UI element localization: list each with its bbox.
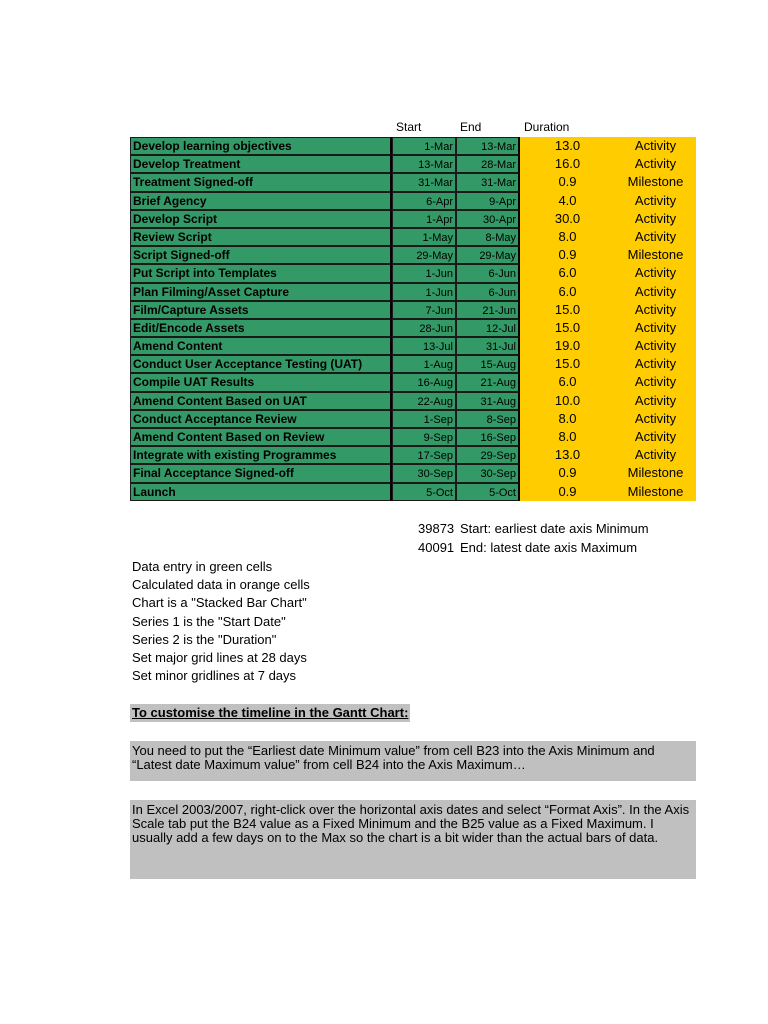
end-date-cell[interactable]: 21-Jun [456, 301, 520, 319]
task-cell[interactable]: Script Signed-off [130, 246, 392, 264]
end-date-cell[interactable]: 16-Sep [456, 428, 520, 446]
table-row [130, 428, 696, 446]
start-date-cell[interactable]: 1-Apr [392, 210, 456, 228]
duration-cell[interactable]: 6.0 [520, 373, 615, 391]
start-date-cell[interactable]: 28-Jun [392, 319, 456, 337]
table-row [130, 392, 696, 410]
end-date-cell[interactable]: 28-Mar [456, 155, 520, 173]
type-cell[interactable]: Activity [615, 228, 696, 246]
duration-cell[interactable]: 19.0 [520, 337, 615, 355]
task-cell[interactable]: Final Acceptance Signed-off [130, 464, 392, 482]
end-date-cell[interactable]: 5-Oct [456, 483, 520, 501]
start-date-cell[interactable]: 6-Apr [392, 192, 456, 210]
task-cell[interactable]: Conduct User Acceptance Testing (UAT) [130, 355, 392, 373]
table-row [130, 137, 696, 155]
duration-cell[interactable]: 13.0 [520, 446, 615, 464]
task-cell[interactable]: Plan Filming/Asset Capture [130, 283, 392, 301]
end-date-cell[interactable]: 15-Aug [456, 355, 520, 373]
end-date-cell[interactable]: 29-Sep [456, 446, 520, 464]
instruction-line: Data entry in green cells [132, 559, 273, 574]
duration-cell[interactable]: 16.0 [520, 155, 615, 173]
header-end: End [460, 120, 482, 134]
task-cell[interactable]: Amend Content Based on UAT [130, 392, 392, 410]
start-date-cell[interactable]: 5-Oct [392, 483, 456, 501]
table-row [130, 446, 696, 464]
task-cell[interactable]: Integrate with existing Programmes [130, 446, 392, 464]
table-row [130, 337, 696, 355]
type-cell[interactable]: Activity [615, 264, 696, 282]
task-cell[interactable]: Review Script [130, 228, 392, 246]
end-date-cell[interactable]: 31-Mar [456, 173, 520, 191]
start-date-cell[interactable]: 16-Aug [392, 373, 456, 391]
type-cell[interactable]: Activity [615, 446, 696, 464]
type-cell[interactable]: Activity [615, 155, 696, 173]
type-cell[interactable]: Activity [615, 283, 696, 301]
start-date-cell[interactable]: 13-Mar [392, 155, 456, 173]
duration-cell[interactable]: 30.0 [520, 210, 615, 228]
instruction-line: Series 2 is the "Duration" [132, 631, 277, 647]
type-cell[interactable]: Activity [615, 373, 696, 391]
start-date-cell[interactable]: 29-May [392, 246, 456, 264]
task-cell[interactable]: Develop Treatment [130, 155, 392, 173]
duration-cell[interactable]: 8.0 [520, 228, 615, 246]
axis-max-value: 40091 [418, 540, 455, 555]
type-cell[interactable]: Milestone [615, 464, 696, 482]
type-cell[interactable]: Activity [615, 392, 696, 410]
axis-min-value: 39873 [418, 521, 455, 536]
table-row [130, 264, 696, 282]
start-date-cell[interactable]: 22-Aug [392, 392, 456, 410]
end-date-cell[interactable]: 31-Jul [456, 337, 520, 355]
duration-cell[interactable]: 15.0 [520, 319, 615, 337]
start-date-cell[interactable]: 1-Aug [392, 355, 456, 373]
duration-cell[interactable]: 8.0 [520, 410, 615, 428]
table-row [130, 355, 696, 373]
excel-instruction-box: In Excel 2003/2007, right-click over the horizontal axis dates and select “Format Axis”. In the Axis Scale tab put the B24 value as a Fixed Minimum and the B25 value as a Fixed Maximum. I usually add a few days on to the Max so the chart is a bit wider than the actual bars of data. [130, 800, 696, 879]
start-date-cell[interactable]: 1-Mar [392, 137, 456, 155]
duration-cell[interactable]: 6.0 [520, 264, 615, 282]
instruction-line: Chart is a "Stacked Bar Chart" [132, 595, 307, 611]
type-cell[interactable]: Activity [615, 410, 696, 428]
start-date-cell[interactable]: 1-Jun [392, 283, 456, 301]
end-date-cell[interactable]: 6-Jun [456, 283, 520, 301]
duration-cell[interactable]: 0.9 [520, 173, 615, 191]
duration-cell[interactable]: 15.0 [520, 301, 615, 319]
instruction-line: Series 1 is the "Start Date" [132, 613, 286, 629]
table-row [130, 373, 696, 391]
type-cell[interactable]: Activity [615, 428, 696, 446]
table-row [130, 228, 696, 246]
end-date-cell[interactable]: 29-May [456, 246, 520, 264]
end-date-cell[interactable]: 21-Aug [456, 373, 520, 391]
task-table [130, 137, 696, 501]
start-date-cell[interactable]: 1-Jun [392, 264, 456, 282]
table-row [130, 173, 696, 191]
table-row [130, 483, 696, 501]
axis-instruction-box: You need to put the “Earliest date Minimum value” from cell B23 into the Axis Minimum and “Latest date Maximum value” from cell B24 into the Axis Maximum… [130, 741, 696, 781]
type-cell[interactable]: Milestone [615, 246, 696, 264]
task-cell[interactable]: Amend Content [130, 337, 392, 355]
start-date-cell[interactable]: 9-Sep [392, 428, 456, 446]
task-cell[interactable]: Develop learning objectives [130, 137, 392, 155]
table-row [130, 319, 696, 337]
end-date-cell[interactable]: 9-Apr [456, 192, 520, 210]
table-row [130, 301, 696, 319]
duration-cell[interactable]: 0.9 [520, 464, 615, 482]
task-cell[interactable]: Treatment Signed-off [130, 173, 392, 191]
instruction-line: Set major grid lines at 28 days [132, 650, 307, 666]
duration-cell[interactable]: 13.0 [520, 137, 615, 155]
end-date-cell[interactable]: 13-Mar [456, 137, 520, 155]
table-row [130, 210, 696, 228]
task-cell[interactable]: Develop Script [130, 210, 392, 228]
table-row [130, 246, 696, 264]
instruction-line: Calculated data in orange cells [132, 577, 310, 593]
timeline-heading: To customise the timeline in the Gantt Chart: [132, 705, 409, 720]
start-date-cell[interactable]: 1-Sep [392, 410, 456, 428]
type-cell[interactable]: Activity [615, 319, 696, 337]
start-date-cell[interactable]: 13-Jul [392, 337, 456, 355]
header-duration: Duration [524, 120, 570, 134]
duration-cell[interactable]: 15.0 [520, 355, 615, 373]
table-row [130, 283, 696, 301]
type-cell[interactable]: Activity [615, 210, 696, 228]
start-date-cell[interactable]: 30-Sep [392, 464, 456, 482]
start-date-cell[interactable]: 7-Jun [392, 301, 456, 319]
start-date-cell[interactable]: 17-Sep [392, 446, 456, 464]
duration-cell[interactable]: 4.0 [520, 192, 615, 210]
instruction-list [132, 558, 310, 685]
table-row [130, 410, 696, 428]
duration-cell[interactable]: 8.0 [520, 428, 615, 446]
start-date-cell[interactable]: 31-Mar [392, 173, 456, 191]
start-date-cell[interactable]: 1-May [392, 228, 456, 246]
type-cell[interactable]: Milestone [615, 173, 696, 191]
task-cell[interactable]: Amend Content Based on Review [130, 428, 392, 446]
table-row [130, 192, 696, 210]
end-date-cell[interactable]: 12-Jul [456, 319, 520, 337]
table-row [130, 155, 696, 173]
task-cell[interactable]: Conduct Acceptance Review [130, 410, 392, 428]
end-date-cell[interactable]: 30-Apr [456, 210, 520, 228]
end-date-cell[interactable]: 8-May [456, 228, 520, 246]
duration-cell[interactable]: 0.9 [520, 483, 615, 501]
duration-cell[interactable]: 0.9 [520, 246, 615, 264]
end-date-cell[interactable]: 8-Sep [456, 410, 520, 428]
duration-cell[interactable]: 10.0 [520, 392, 615, 410]
duration-cell[interactable]: 6.0 [520, 283, 615, 301]
header-start: Start [396, 120, 422, 134]
instruction-line: Set minor gridlines at 7 days [132, 668, 297, 684]
table-row [130, 464, 696, 482]
task-cell[interactable]: Edit/Encode Assets [130, 319, 392, 337]
type-cell[interactable]: Milestone [615, 483, 696, 501]
end-date-cell[interactable]: 30-Sep [456, 464, 520, 482]
task-cell[interactable]: Film/Capture Assets [130, 301, 392, 319]
task-cell[interactable]: Compile UAT Results [130, 373, 392, 391]
type-cell[interactable]: Activity [615, 192, 696, 210]
end-date-cell[interactable]: 31-Aug [456, 392, 520, 410]
type-cell[interactable]: Activity [615, 337, 696, 355]
type-cell[interactable]: Activity [615, 301, 696, 319]
task-cell[interactable]: Launch [130, 483, 392, 501]
task-cell[interactable]: Brief Agency [130, 192, 392, 210]
axis-max-label: End: latest date axis Maximum [460, 540, 638, 555]
task-cell[interactable]: Put Script into Templates [130, 264, 392, 282]
type-cell[interactable]: Activity [615, 355, 696, 373]
type-cell[interactable]: Activity [615, 137, 696, 155]
end-date-cell[interactable]: 6-Jun [456, 264, 520, 282]
axis-min-label: Start: earliest date axis Minimum [460, 521, 649, 536]
